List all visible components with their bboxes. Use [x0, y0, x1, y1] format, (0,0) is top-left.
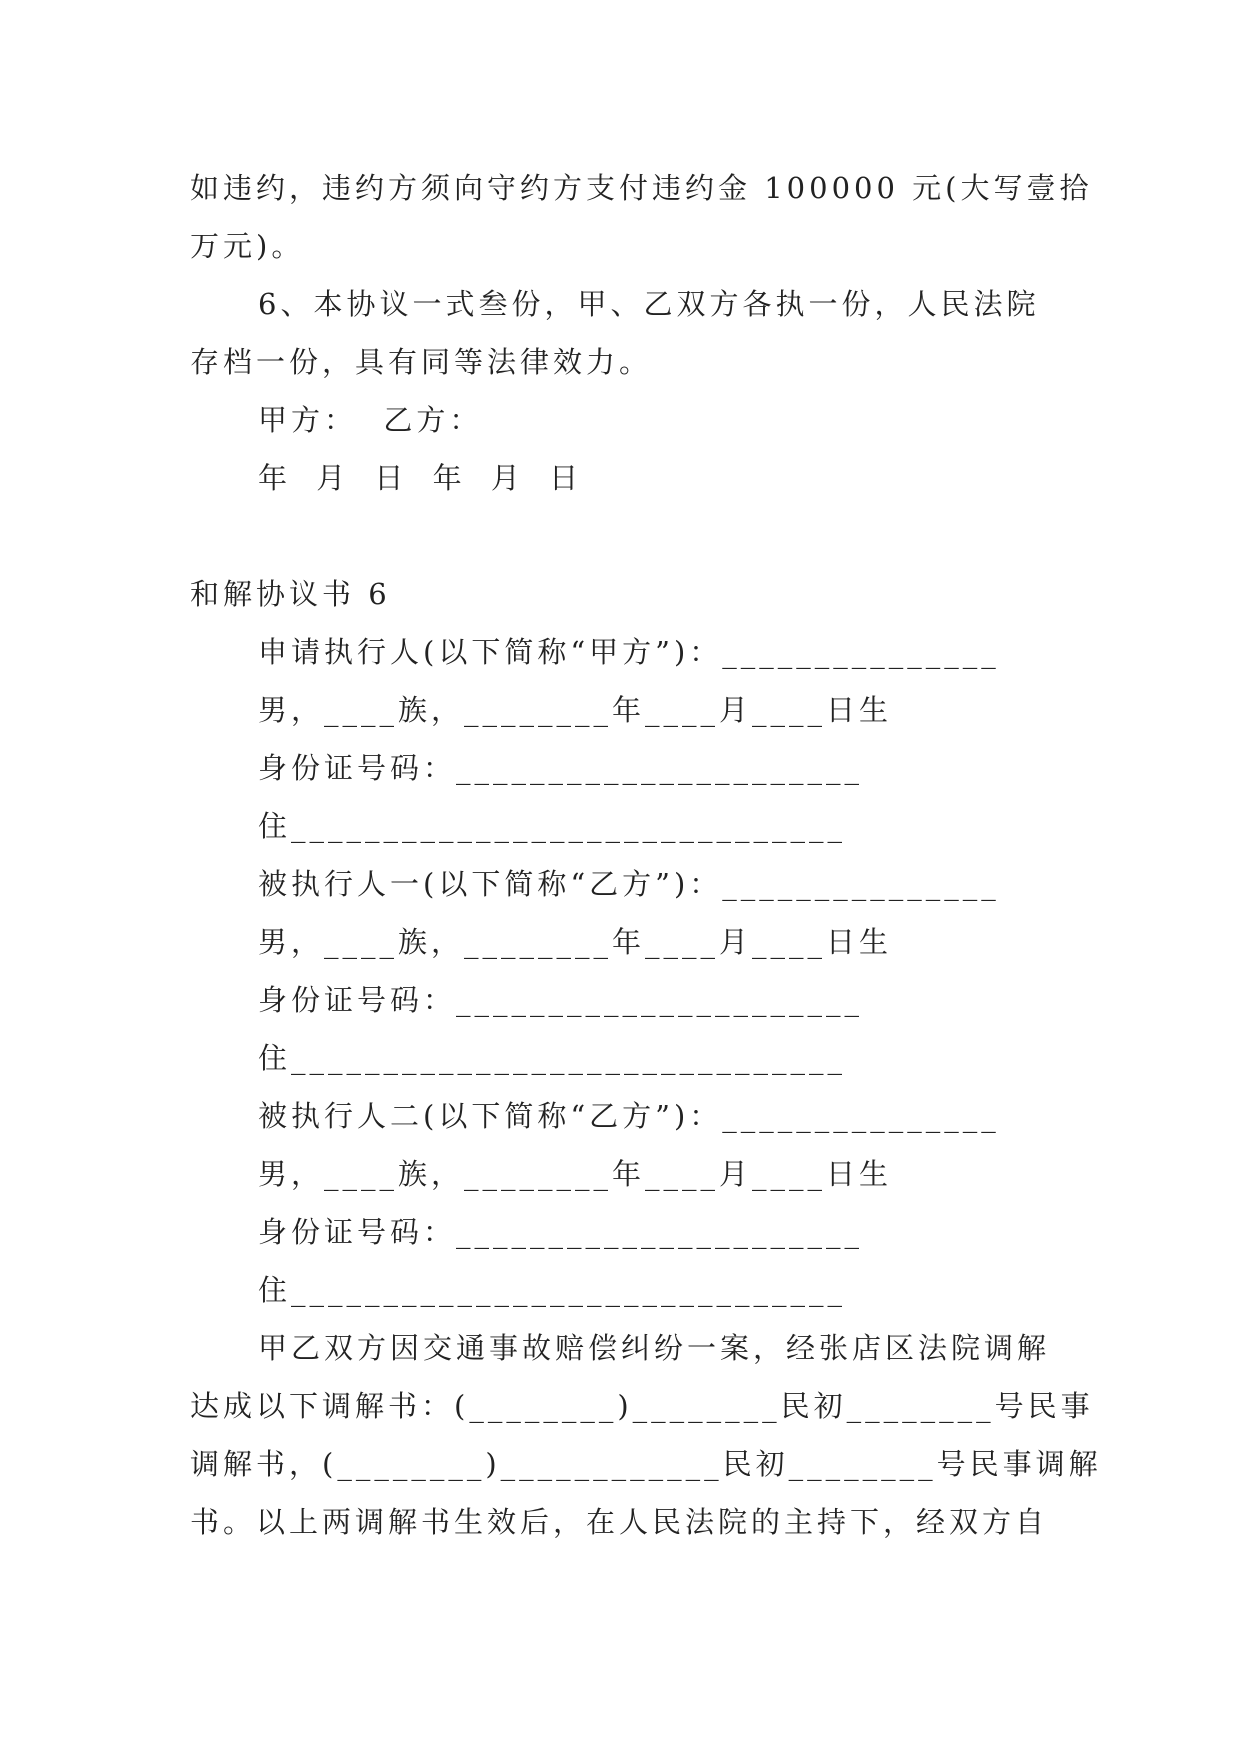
signature-line: 甲方： 乙方：	[258, 403, 483, 437]
form-line: 身份证号码：______________________	[258, 983, 864, 1017]
paragraph-line: 万元)。	[190, 229, 305, 263]
form-line: 申请执行人(以下简称“甲方”)：_______________	[258, 635, 1000, 669]
form-line: 被执行人一(以下简称“乙方”)：_______________	[258, 867, 1000, 901]
paragraph-line: 甲乙双方因交通事故赔偿纠纷一案，经张店区法院调解	[258, 1331, 1051, 1365]
form-line: 身份证号码：______________________	[258, 751, 864, 785]
paragraph-line: 6、本协议一式叁份，甲、乙双方各执一份，人民法院	[258, 287, 1040, 321]
paragraph-line: 如违约，违约方须向守约方支付违约金 100000 元(大写壹拾	[190, 171, 1093, 205]
form-line: 男，____族，________年____月____日生	[258, 693, 893, 727]
form-line: 住______________________________	[258, 1273, 847, 1307]
form-line: 男，____族，________年____月____日生	[258, 925, 893, 959]
date-line: 年 月 日 年 月 日	[258, 461, 589, 495]
section-title: 和解协议书 6	[190, 577, 391, 611]
form-line: 住______________________________	[258, 809, 847, 843]
paragraph-line: 存档一份，具有同等法律效力。	[190, 345, 653, 379]
paragraph-line: 调解书，(________)____________民初________号民事调解	[190, 1447, 1102, 1481]
paragraph-line: 达成以下调解书：(________)________民初________号民事	[190, 1389, 1094, 1423]
paragraph-line: 书。以上两调解书生效后，在人民法院的主持下，经双方自	[190, 1505, 1049, 1539]
form-line: 身份证号码：______________________	[258, 1215, 864, 1249]
form-line: 男，____族，________年____月____日生	[258, 1157, 893, 1191]
form-line: 住______________________________	[258, 1041, 847, 1075]
form-line: 被执行人二(以下简称“乙方”)：_______________	[258, 1099, 1000, 1133]
